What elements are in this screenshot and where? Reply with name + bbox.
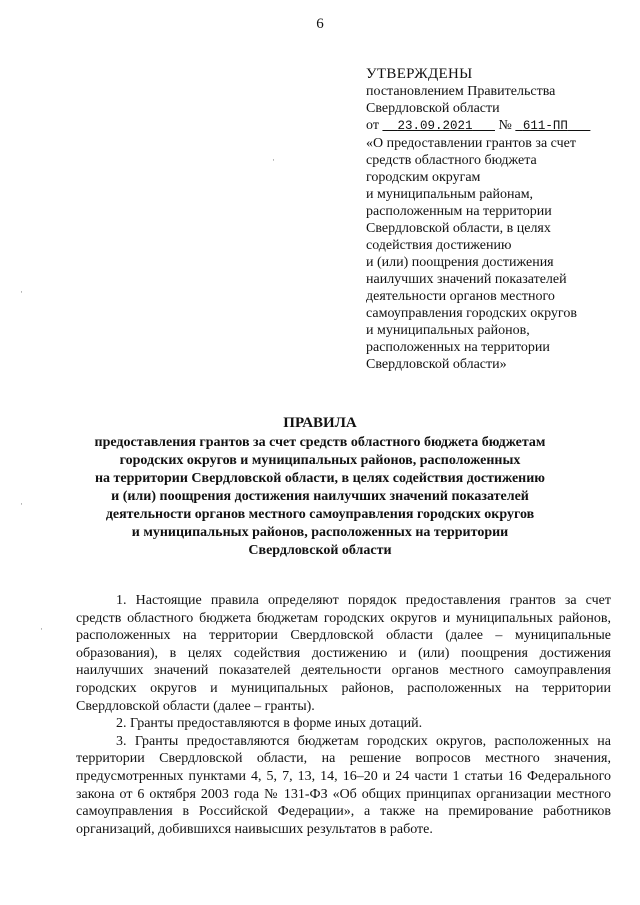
rules-subtitle-line: деятельности органов местного самоуправления городских округов — [105, 507, 535, 522]
approval-heading: УТВЕРЖДЕНЫ — [366, 66, 473, 82]
approval-title-line: Свердловской области, в целях — [366, 221, 551, 236]
approval-title-line: содействия достижению — [366, 238, 512, 253]
approval-title-line: наилучших значений показателей — [366, 272, 567, 287]
paragraph-1: 1. Настоящие правила определяют порядок предоставления грантов за счет средств областного бюджета бюджетам городских округов и муниципальных районов, расположенных на территории Свердловской области (далее – муниципальные образования), в целях содействия достижению и (или) поощрения достижения наилучших значений показателей деятельности органов местного самоуправления городских округов и муниципальных районов, расположенных на территории Свердловской области (далее – гранты). — [76, 593, 611, 714]
rules-subtitle-line: городских округов и муниципальных районов, расположенных — [119, 453, 521, 468]
document-body — [76, 592, 611, 838]
scan-mark: · — [40, 624, 43, 634]
approval-title-line: и (или) поощрения достижения — [366, 255, 554, 270]
approval-title-line: и муниципальных районов, — [366, 323, 530, 338]
rules-title: ПРАВИЛА — [283, 415, 357, 431]
approval-title-line: средств областного бюджета — [366, 153, 537, 168]
approval-title-line: и муниципальным районам, — [366, 187, 534, 202]
approval-title-line: «О предоставлении грантов за счет — [366, 136, 576, 151]
number-prefix: № — [498, 118, 516, 133]
paragraph-3: 3. Гранты предоставляются бюджетам городских округов, расположенных на территории Свердловской области, на решение вопросов местного значения, предусмотренных пунктами 4, 5, 7, 13, 14, 16–20 и 24 части 1 статьи 16 Федерального закона от 6 октября 2003 года № 131-ФЗ «Об общих принципах организации местного самоуправления в Российской Федерации», а также на премирование работников организаций, добившихся наивысших результатов в работе. — [76, 733, 611, 837]
approval-date: 23.09.2021 — [397, 119, 473, 133]
approval-title-line: городским округам — [366, 170, 481, 185]
rules-subtitle-line: на территории Свердловской области, в целях содействия достижению — [94, 471, 546, 486]
approval-number: 611-ПП — [522, 119, 568, 133]
rules-subtitle-line: и муниципальных районов, расположенных на территории — [131, 525, 509, 540]
approval-title-line: расположенным на территории — [366, 204, 552, 219]
date-prefix: от — [366, 118, 383, 133]
rules-subtitle-line: предоставления грантов за счет средств областного бюджета бюджетам — [94, 435, 546, 450]
rules-title-block — [0, 414, 640, 560]
rules-subtitle-line: Свердловской области — [248, 543, 392, 558]
approval-title-line: самоуправления городских округов — [366, 306, 577, 321]
approval-stamp — [366, 66, 628, 373]
approval-line: Свердловской области — [366, 101, 500, 116]
scan-mark: · — [20, 287, 23, 297]
approval-title-line: деятельности органов местного — [366, 289, 555, 304]
approval-title — [366, 135, 628, 373]
page-number: 6 — [316, 16, 324, 32]
approval-title-line: расположенных на территории — [366, 340, 550, 355]
scan-mark: · — [272, 155, 275, 165]
scan-mark: · — [20, 499, 23, 509]
rules-subtitle-line: и (или) поощрения достижения наилучших значений показателей — [111, 489, 529, 504]
approval-title-line: Свердловской области» — [366, 357, 507, 372]
approval-date-line — [366, 117, 628, 135]
approval-line: постановлением Правительства — [366, 84, 556, 99]
paragraph-2: 2. Гранты предоставляются в форме иных дотаций. — [116, 716, 423, 732]
